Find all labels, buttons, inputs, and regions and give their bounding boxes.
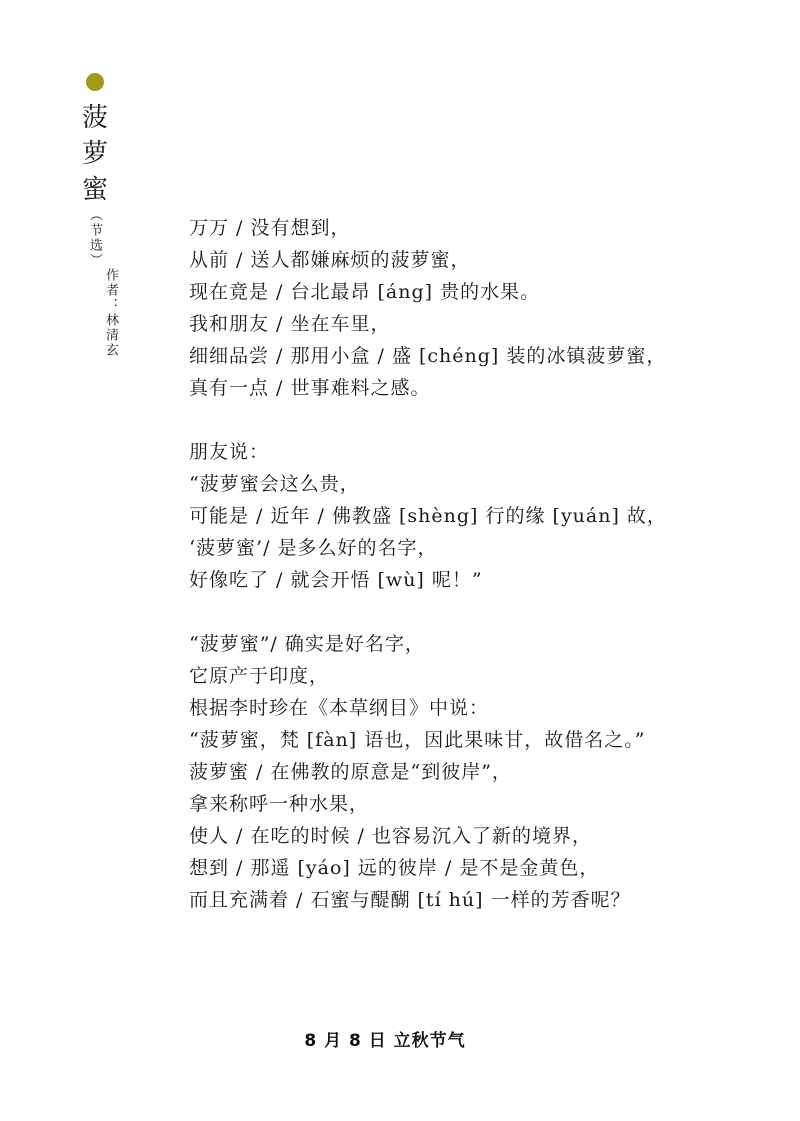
title-char: 蜜 bbox=[81, 175, 108, 205]
poem-line: 我和朋友 / 坐在车里， bbox=[189, 313, 391, 335]
poem-line: 拿来称呼一种水果， bbox=[189, 793, 370, 815]
poem-line: 真有一点 / 世事难料之感。 bbox=[189, 377, 431, 399]
author-line: 作者：林清玄 bbox=[103, 268, 118, 358]
poem-line: 它原产于印度， bbox=[189, 665, 330, 687]
title-char: 萝 bbox=[81, 139, 108, 169]
poem-line: ‘菠萝蜜’/ 是多么好的名字， bbox=[189, 537, 438, 559]
poem-line: 根据李时珍在《本草纲目》中说： bbox=[189, 697, 490, 719]
poem-line: 从前 / 送人都嫌麻烦的菠萝蜜， bbox=[189, 249, 471, 271]
poem-line: 好像吃了 / 就会开悟 [wù] 呢！” bbox=[189, 569, 483, 591]
poem-line: “菠萝蜜，梵 [fàn] 语也，因此果味甘，故借名之。” bbox=[189, 729, 646, 751]
poem-line: “菠萝蜜会这么贵， bbox=[189, 473, 360, 495]
poem-line: 细细品尝 / 那用小盒 / 盛 [chéng] 装的冰镇菠萝蜜， bbox=[189, 345, 667, 367]
poem-line: 可能是 / 近年 / 佛教盛 [shèng] 行的缘 [yuán] 故， bbox=[189, 505, 667, 527]
vertical-title bbox=[80, 100, 110, 208]
accent-dot bbox=[86, 73, 104, 91]
stanza-gap bbox=[189, 596, 749, 628]
date-footer: 8 月 8 日 立秋节气 bbox=[304, 1031, 466, 1051]
poem-line: 朋友说： bbox=[189, 441, 270, 463]
subtitle: （节选） bbox=[87, 208, 102, 268]
stanza-gap bbox=[189, 404, 749, 436]
poem-line: 现在竟是 / 台北最昂 [áng] 贵的水果。 bbox=[189, 281, 541, 303]
poem-line: 万万 / 没有想到， bbox=[189, 217, 351, 239]
title-meta bbox=[86, 208, 118, 358]
poem-line: 使人 / 在吃的时候 / 也容易沉入了新的境界， bbox=[189, 825, 592, 847]
poem-line: “菠萝蜜”/ 确实是好名字， bbox=[189, 633, 425, 655]
poem-line: 想到 / 那遥 [yáo] 远的彼岸 / 是不是金黄色， bbox=[189, 857, 600, 879]
poem-body bbox=[189, 212, 749, 916]
poem-line: 而且充满着 / 石蜜与醍醐 [tí hú] 一样的芳香呢？ bbox=[189, 889, 631, 911]
poem-line: 菠萝蜜 / 在佛教的原意是“到彼岸”， bbox=[189, 761, 512, 783]
title-char: 菠 bbox=[81, 103, 108, 133]
